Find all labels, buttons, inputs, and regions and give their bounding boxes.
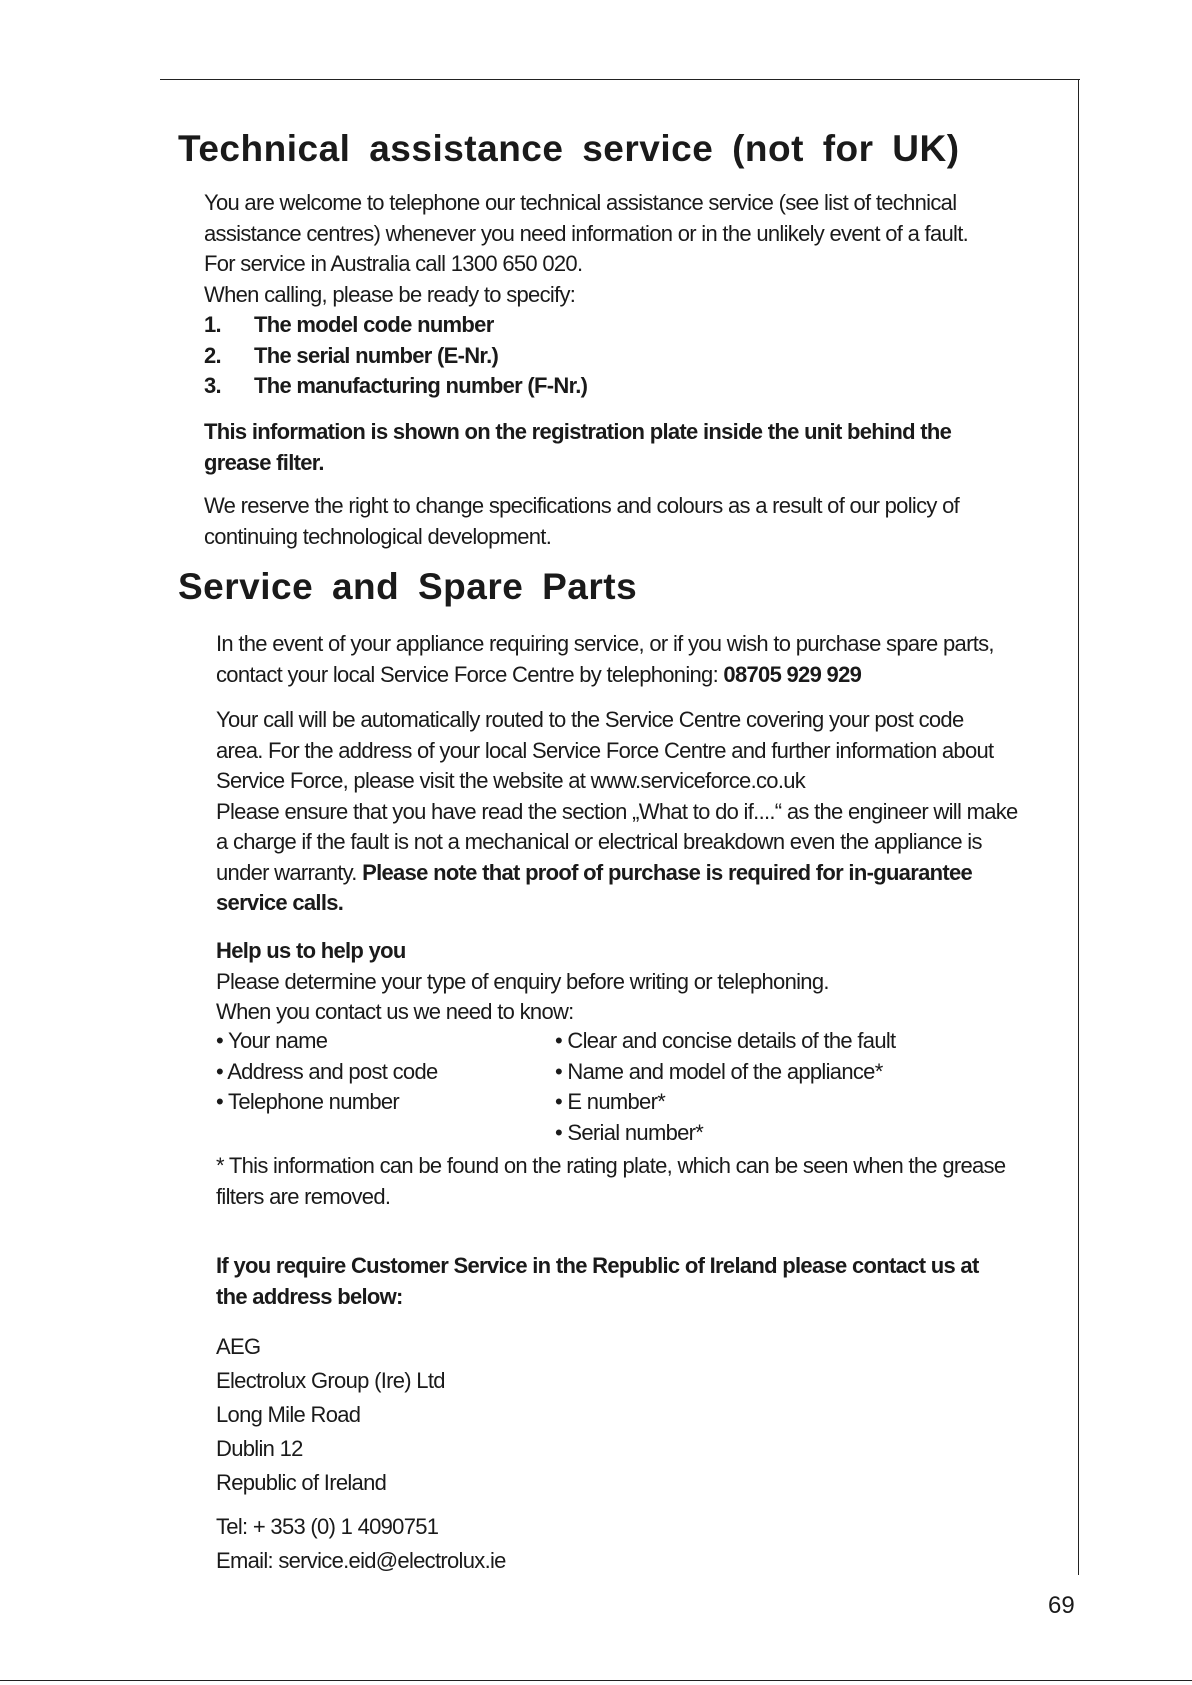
email-line: Email: service.eid@electrolux.ie	[216, 1548, 506, 1573]
bullet-item: • Your name	[216, 1028, 328, 1053]
service-phone-number: 08705 929 929	[723, 662, 862, 687]
intro-line: assistance centres) whenever you need information or in the unlikely event of a fault.	[204, 220, 969, 246]
route-line: Your call will be automatically routed to the Service Centre covering your post code	[216, 707, 964, 732]
bottom-rule	[0, 1680, 1192, 1681]
service-spare-parts-heading: Service and Spare Parts	[178, 566, 638, 607]
ireland-line: If you require Customer Service in the Republic of Ireland please contact us at	[216, 1253, 979, 1278]
list-text: The serial number (E-Nr.)	[254, 342, 499, 368]
route-line: Service Force, please visit the website at www.serviceforce.co.uk	[216, 768, 806, 793]
bullet-item: • Telephone number	[216, 1089, 400, 1114]
warranty-text: under warranty.	[216, 859, 363, 885]
proof-of-purchase-note: Please note that proof of purchase is required for in-guarantee	[362, 859, 973, 885]
intro-line-text: contact your local Service Force Centre by telephoning:	[216, 662, 724, 687]
bullet-item: • Address and post code	[216, 1058, 438, 1084]
ireland-line: the address below:	[216, 1284, 403, 1309]
rating-plate-footnote	[216, 1150, 1076, 1212]
address-line: Republic of Ireland	[216, 1470, 387, 1495]
list-number: 2.	[204, 342, 221, 368]
intro-line: In the event of your appliance requiring service, or if you wish to purchase spare parts,	[216, 631, 994, 656]
list-text: The manufacturing number (F-Nr.)	[254, 373, 588, 398]
bullet-item: • Clear and concise details of the fault	[555, 1028, 896, 1053]
note-line: This information is shown on the registration plate inside the unit behind the	[204, 419, 952, 444]
bullet-item: • Name and model of the appliance*	[555, 1058, 883, 1084]
bullet-item: • E number*	[555, 1089, 666, 1114]
list-number: 3.	[204, 373, 221, 398]
address-line: Dublin 12	[216, 1436, 303, 1461]
right-rule	[1078, 79, 1079, 1575]
list-item	[204, 341, 1064, 372]
page-number: 69	[1048, 1592, 1075, 1619]
list-text: The model code number	[254, 312, 494, 337]
bullet-item: • Serial number*	[555, 1119, 704, 1145]
route-line: Please ensure that you have read the section „What to do if....“ as the engineer will make	[216, 798, 1018, 824]
route-line: a charge if the fault is not a mechanical or electrical breakdown even the appliance is	[216, 829, 982, 854]
list-number: 1.	[204, 312, 221, 337]
telephone-line: Tel: + 353 (0) 1 4090751	[216, 1514, 439, 1539]
ireland-address	[216, 1330, 816, 1500]
service-routing-info	[216, 705, 1076, 919]
intro-line	[216, 659, 1076, 690]
footnote-line: filters are removed.	[216, 1184, 391, 1209]
needed-info-right-column	[555, 1026, 1055, 1148]
ireland-customer-service-note	[216, 1250, 1076, 1312]
top-rule	[160, 79, 1080, 80]
route-line	[216, 858, 1076, 889]
list-item	[204, 371, 1064, 402]
list-item	[204, 310, 1064, 341]
help-line: Please determine your type of enquiry before writing or telephoning.	[216, 968, 829, 994]
address-line: Electrolux Group (Ire) Ltd	[216, 1368, 445, 1393]
reserve-line: continuing technological development.	[204, 523, 552, 549]
help-line: When you contact us we need to know:	[216, 999, 574, 1024]
ireland-contact	[216, 1510, 816, 1578]
note-line: grease filter.	[204, 449, 324, 475]
service-intro	[216, 628, 1076, 690]
proof-of-purchase-note-line2: service calls.	[216, 890, 344, 915]
footnote-line: * This information can be found on the rating plate, which can be seen when the grease	[216, 1153, 1006, 1178]
needed-info-left-column	[216, 1026, 546, 1118]
help-us-section	[216, 936, 1076, 1028]
technical-assistance-heading: Technical assistance service (not for UK)	[178, 128, 960, 169]
help-title: Help us to help you	[216, 938, 406, 963]
address-line: Long Mile Road	[216, 1402, 361, 1427]
specify-list	[204, 310, 1064, 402]
technical-assistance-intro	[204, 188, 1064, 310]
route-line: area. For the address of your local Service Force Centre and further information about	[216, 737, 994, 763]
intro-line: When calling, please be ready to specify:	[204, 281, 576, 307]
reserve-line: We reserve the right to change specifications and colours as a result of our policy of	[204, 493, 960, 518]
intro-line: You are welcome to telephone our technical assistance service (see list of technical	[204, 190, 957, 215]
reserve-right-note	[204, 491, 1064, 552]
registration-plate-note	[204, 417, 1064, 478]
address-line: AEG	[216, 1334, 261, 1359]
intro-line: For service in Australia call 1300 650 020.	[204, 251, 583, 276]
